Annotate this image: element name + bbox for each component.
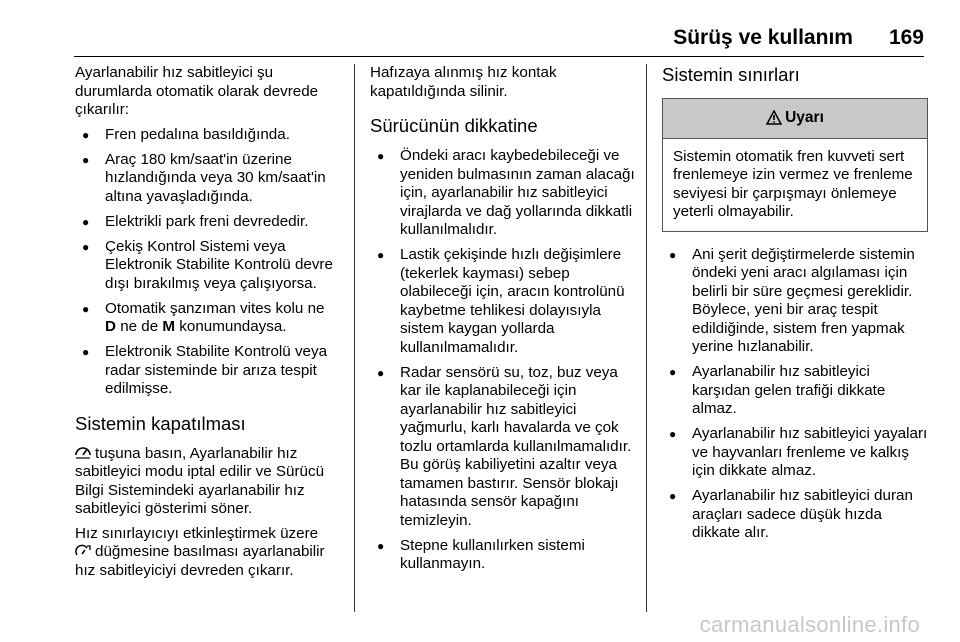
list-item-text: ne de bbox=[115, 318, 163, 335]
warning-title: Uyarı bbox=[785, 109, 824, 126]
driver-notes-list bbox=[370, 147, 635, 574]
paragraph-text: düğmesine basılması ayarlanabilir hız sabitleyiciyi devreden çıkarır. bbox=[75, 543, 325, 579]
list-item: ● Öndeki aracı kaybedebileceği ve yeniden bulmasının zaman alacağı için, ayarlanabilir hız sabitleyici virajlarda ve dağ yollarında dikkatli kullanılmalıdır. bbox=[370, 147, 635, 240]
list-item: ● Elektronik Stabilite Kontrolü veya radar sisteminde bir arıza tespit edilmişse. bbox=[75, 343, 345, 399]
list-item bbox=[75, 300, 345, 337]
warning-body: Sistemin otomatik fren kuvveti sert frenlemeye izin vermez ve frenleme seviyesi bir çarpışmayı önlemeye yeterli olmayabilir. bbox=[673, 147, 913, 220]
limits-list bbox=[662, 246, 928, 543]
list-item: ● Fren pedalına basıldığında. bbox=[75, 126, 345, 145]
column-1 bbox=[75, 64, 345, 586]
page-header bbox=[673, 26, 924, 50]
column-divider-2 bbox=[646, 64, 647, 612]
speed-limiter-icon bbox=[75, 544, 91, 558]
gear-m-label: M bbox=[162, 318, 176, 335]
warning-triangle-icon bbox=[766, 110, 782, 125]
paragraph-text: tuşuna basın, Ayarlanabilir hız sabitleyici modu iptal edilir ve Sürücü Bilgi Sistemindeki ayarlanabilir hız sabitleyici gösterimi söner. bbox=[75, 444, 325, 517]
header-title: Sürüş ve kullanım bbox=[673, 26, 853, 49]
paragraph bbox=[75, 445, 345, 519]
list-item: ● Ani şerit değiştirmelerde sistemin öndeki yeni aracı algılaması için belirli bir süre geçmesi gereklidir. Böylece, yeni bir araç tespit edildiğinde, sistem fren yapmak yerine hızlanabilir. bbox=[662, 246, 928, 357]
list-item: ● Stepne kullanılırken sistemi kullanmayın. bbox=[370, 537, 635, 574]
column-divider-1 bbox=[354, 64, 355, 612]
intro-paragraph: Hafızaya alınmış hız kontak kapatıldığında silinir. bbox=[370, 64, 557, 100]
section-heading: Sistemin kapatılması bbox=[75, 412, 246, 434]
list-item: ● Elektrikli park freni devrededir. bbox=[75, 213, 345, 232]
list-item: ● Araç 180 km/saat'in üzerine hızlandığında veya 30 km/saat'in altına yavaşladığında. bbox=[75, 151, 345, 207]
column-2 bbox=[370, 64, 635, 580]
list-item-text: konumundaysa. bbox=[175, 318, 287, 335]
list-item: ● Ayarlanabilir hız sabitleyici karşıdan gelen trafiği dikkate almaz. bbox=[662, 363, 928, 419]
list-item: ● Lastik çekişinde hızlı değişimlere (tekerlek kayması) sebep olabileceği için, aracın kontrolünü kaybetme tehlikesi dolayısıyla sistem kaygan yollarda kullanılmamalıdır. bbox=[370, 246, 635, 357]
header-rule bbox=[74, 56, 924, 57]
deactivation-list bbox=[75, 126, 345, 399]
paragraph-text: Hız sınırlayıcıyı etkinleştirmek üzere bbox=[75, 524, 319, 542]
warning-header bbox=[663, 99, 927, 139]
page-number: 169 bbox=[888, 26, 924, 49]
section-heading: Sistemin sınırları bbox=[662, 64, 800, 85]
warning-box bbox=[662, 98, 928, 232]
list-item: ● Radar sensörü su, toz, buz veya kar ile kaplanabileceği için ayarlanabilir hız sabitleyici yağmurlu, karlı havalarda ve çok tozlu ortamlarda kullanılmamalıdır. Bu görüş kabiliyetini azaltır veya tamamen bastırır. Sensör blokajı hatasında sensör kapağını temizleyin. bbox=[370, 364, 635, 531]
intro-paragraph: Ayarlanabilir hız sabitleyici şu durumlarda otomatik olarak devrede çıkarılır: bbox=[75, 64, 319, 118]
list-item: ● Ayarlanabilir hız sabitleyici duran araçları sadece düşük hızda dikkate alır. bbox=[662, 487, 928, 543]
gear-d-label: D bbox=[105, 318, 116, 335]
cruise-control-icon bbox=[75, 446, 91, 460]
watermark: carmanualsonline.info bbox=[699, 612, 920, 637]
paragraph bbox=[75, 525, 345, 581]
list-item: ● Çekiş Kontrol Sistemi veya Elektronik Stabilite Kontrolü devre dışı bırakılmış veya çalışıyorsa. bbox=[75, 238, 345, 294]
list-item-text: Otomatik şanzıman vites kolu ne bbox=[105, 299, 325, 317]
list-item: ● Ayarlanabilir hız sabitleyici yayaları ve hayvanları frenleme ve kalkış için dikkate almaz. bbox=[662, 425, 928, 481]
section-heading: Sürücünün dikkatine bbox=[370, 115, 538, 136]
column-3 bbox=[662, 64, 928, 549]
